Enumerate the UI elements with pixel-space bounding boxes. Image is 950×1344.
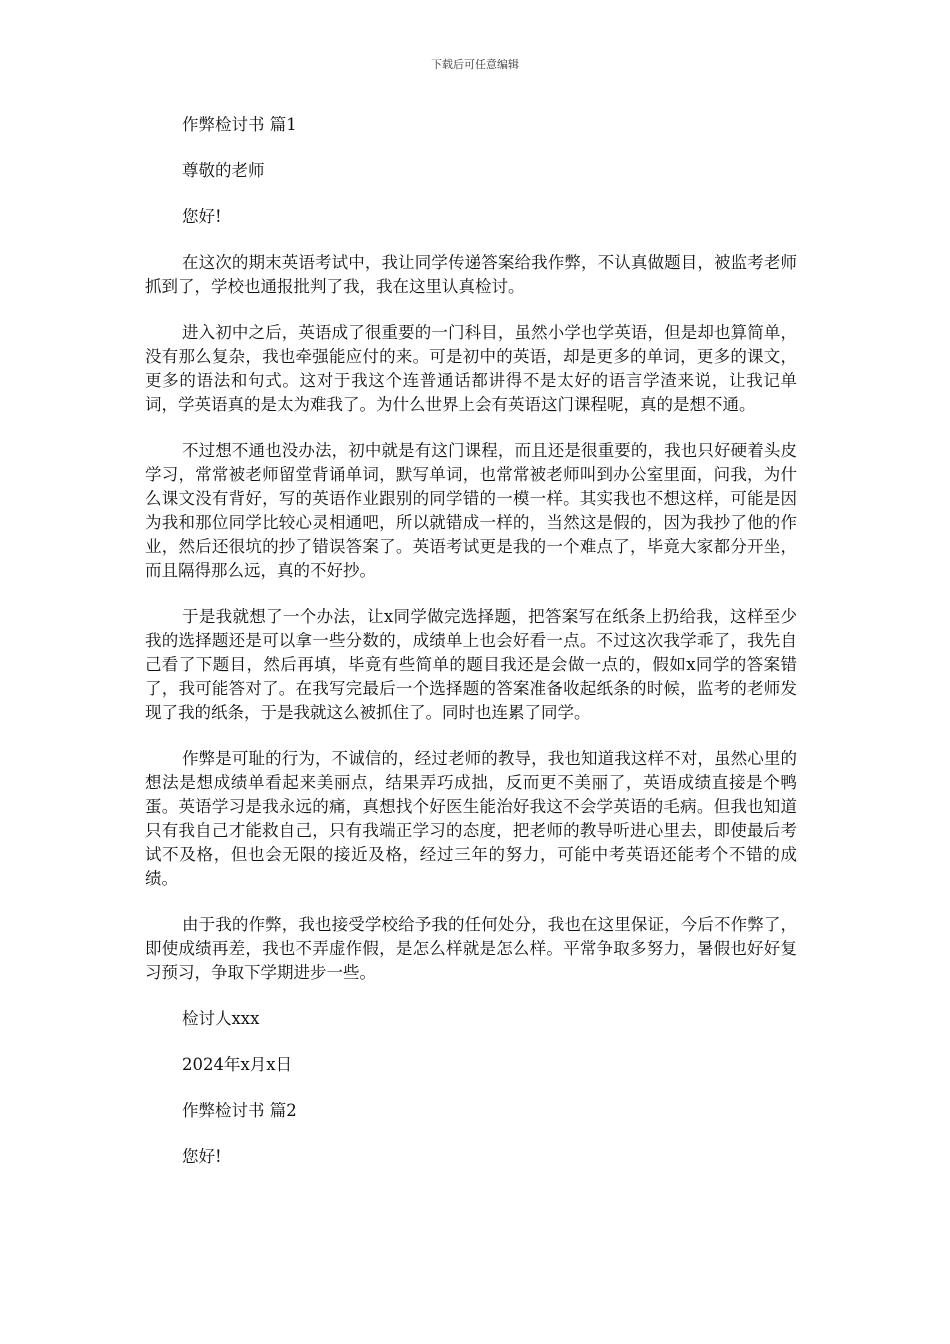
document-title-1: 作弊检讨书 篇1 bbox=[182, 115, 297, 134]
body-paragraph-5: 作弊是可耻的行为，不诚信的，经过老师的教导，我也知道我这样不对，虽然心里的想法是想成绩单看起来美丽点，结果弄巧成拙，反而更不美丽了，英语成绩直接是个鸭蛋。英语学习是我永远的痛，真想找个好医生能治好我这不会学英语的毛病。但我也知道只有我自己才能救自己，只有我端正学习的态度，把老师的教导听进心里去，即使最后考试不及格，但也会无限的接近及格，经过三年的努力，可能中考英语还能考个不错的成绩。 bbox=[145, 749, 797, 888]
greeting-2: 您好! bbox=[182, 1147, 222, 1166]
salutation: 尊敬的老师 bbox=[182, 161, 265, 180]
greeting-1: 您好! bbox=[182, 207, 222, 226]
body-paragraph-4: 于是我就想了一个办法，让x同学做完选择题，把答案写在纸条上扔给我，这样至少我的选择题还是可以拿一些分数的，成绩单上也会好看一点。不过这次我学乖了，我先自己看了下题目，然后再填，毕竟有些简单的题目我还是会做一点的，假如x同学的答案错了，我可能答对了。在我写完最后一个选择题的答案准备收起纸条的时候，监考的老师发现了我的纸条，于是我就这么被抓住了。同时也连累了同学。 bbox=[145, 607, 797, 722]
date: 2024年x月x日 bbox=[182, 1055, 293, 1074]
body-paragraph-2: 进入初中之后，英语成了很重要的一门科目，虽然小学也学英语，但是却也算简单，没有那么复杂，我也牵强能应付的来。可是初中的英语，却是更多的单词，更多的课文，更多的语法和句式。这对于我这个连普通话都讲得不是太好的语言学渣来说，让我记单词，学英语真的是太为难我了。为什么世界上会有英语这门课程呢，真的是想不通。 bbox=[145, 323, 797, 414]
page-header-note: 下载后可任意编辑 bbox=[431, 58, 519, 71]
document-body bbox=[145, 113, 797, 1191]
body-paragraph-3: 不过想不通也没办法，初中就是有这门课程，而且还是很重要的，我也只好硬着头皮学习，常常被老师留堂背诵单词，默写单词，也常常被老师叫到办公室里面，问我，为什么课文没有背好，写的英语作业跟别的同学错的一模一样。其实我也不想这样，可能是因为我和那位同学比较心灵相通吧，所以就错成一样的，当然这是假的，因为我抄了他的作业，然后还很坑的抄了错误答案了。英语考试更是我的一个难点了，毕竟大家都分开坐，而且隔得那么远，真的不好抄。 bbox=[145, 441, 797, 580]
signature: 检讨人xxx bbox=[182, 1009, 260, 1028]
document-title-2: 作弊检讨书 篇2 bbox=[182, 1101, 297, 1120]
body-paragraph-6: 由于我的作弊，我也接受学校给予我的任何处分，我也在这里保证，今后不作弊了，即使成绩再差，我也不弄虚作假，是怎么样就是怎么样。平常争取多努力，暑假也好好复习预习，争取下学期进步一些。 bbox=[145, 915, 797, 982]
body-paragraph-1: 在这次的期末英语考试中，我让同学传递答案给我作弊，不认真做题目，被监考老师抓到了，学校也通报批判了我，我在这里认真检讨。 bbox=[145, 253, 797, 296]
